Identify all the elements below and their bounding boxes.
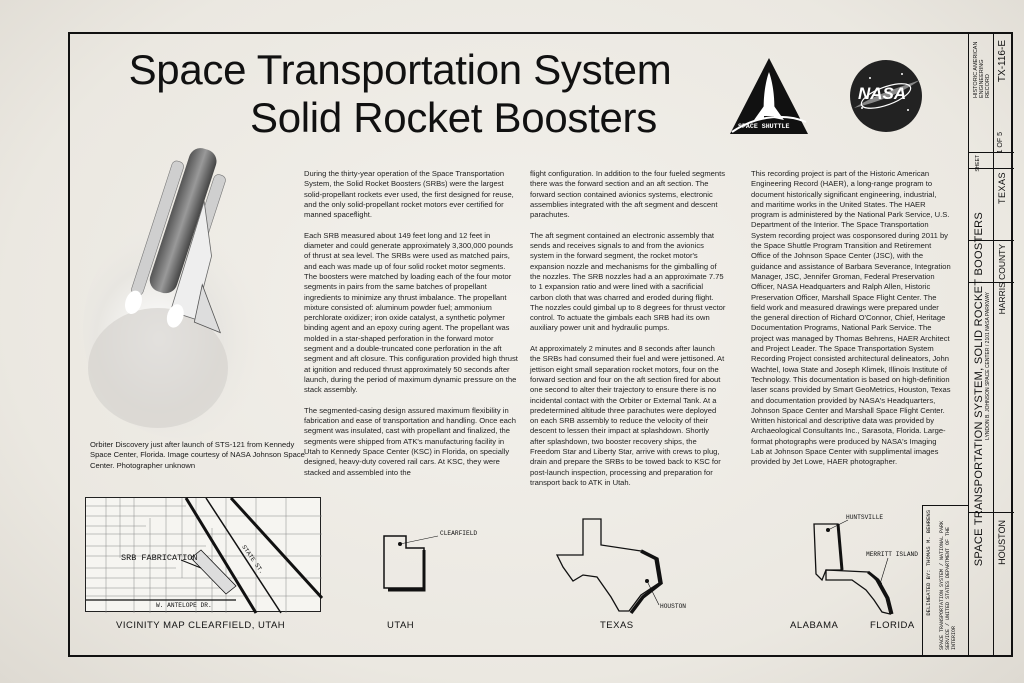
county-name: HARRIS COUNTY <box>997 244 1007 315</box>
street-label-antelope: W. ANTELOPE DR. <box>156 602 212 609</box>
alabama-label: ALABAMA <box>790 620 839 631</box>
title-line-2: Solid Rocket Boosters <box>250 94 657 141</box>
alabama-florida-map <box>808 518 898 618</box>
sheet-label: SHEET <box>975 155 981 172</box>
body-column-2: flight configuration. In addition to the four fueled segments there was the forward section and an aft section. The forward section contained avionics systems, electronic assemblies integrated with the aft segment and descent parachutes. The aft segment contained an electronic assembly that sends and receives signals to and from the avionics system in the forward segment, the rocket motor's expansion nozzle and mechanisms for the gimballing of the nozzles. The SRB nozzles had a an approximate 7.75 to 1 expansion ratio and were lined with a sacrificial carbon cloth that was charred and eroded during flight. The nozzles could gimbal up to 8 degrees for thrust vector control. To actuate the gimbals each SRB had its own auxiliary power unit and hydraulic pumps. At approximately 2 minutes and 8 seconds after launch the SRBs had consumed their fuel and were jettisoned. At jettison eight small separation rocket motors, four on the forward section and four on the aft section fired for about one second to alter their trajectory to ensure there is no incidental contact with the Orbiter or External Tank. At a predetermined altitude three parachutes were deployed on each SRB assembly to reduce the velocity of their descent to lessen their impact at splashdown. Shortly after splashdown, two booster recovery ships, the Freedom Star and Liberty Star, arrive with crews to plug, drain and prepare the SRBs to be towed back to KSC for post-launch inspection, processing and preparation for transport back to ATK in Utah. <box>530 169 726 487</box>
texas-label: TEXAS <box>600 620 634 631</box>
street-label-state: STATE ST. <box>240 543 266 576</box>
photo-caption: Orbiter Discovery just after launch of STS-121 from Kennedy Space Center, Florida. Image courtesy of NASA Johnson Space Center. Photographer unknown <box>90 440 305 470</box>
body-column-3: This recording project is part of the Historic American Engineering Record (HAER), a long-range program to document historically significant engineering, industrial, and maritime works in the United States. The HAER program is administered by the National Park Service, U.S. Department of the Interior. The Space Transportation System recording project was cosponsored during 2011 by the Space Shuttle Program Transition and Retirement Office of the Johnson Space Center (JSC), with the guidance and assistance of Barbara Severance, Integration Manager, JSC, Jennifer Groman, Federal Preservation Officer, NASA Headquarters and Ralph Allen, Historic Preservation Officer, Marshall Space Flight Center. The field work and measured drawings were prepared under the general direction of Richard O'Connor, Chief, Heritage Documentation Programs, National Park Service. The project was managed by Thomas Behrens, HAER Architect and Project Leader. The Space Transportation System Recording Project consisted architectural delineators, John Wachtel, Iowa State and Joseph Klimek, Illinois Institute of Technology. This documentation is based on high-definition laser scans provided by Smart GeoMetrics, Houston, Texas and documentation provided by NASA's Headquarters, Johnson Space Center and Marshall Space Flight Center. Written historical and descriptive data was provided by Archaeological Consultants Inc., Sarasota, Florida. Large-format photographs were produced by NASA's Imaging Lab at Johnson Space Center with supplimental images provided by Jet Lowe, HAER photographer. <box>751 169 951 467</box>
title-block-main: SPACE TRANSPORTATION SYSTEM, SOLID ROCKET BOOSTERS <box>973 212 985 567</box>
shuttle-logo-text: SPACE SHUTTLE <box>738 123 790 130</box>
state-name: TEXAS <box>997 172 1007 205</box>
body-column-1: During the thirty-year operation of the Space Transportation System, the Solid Rocket Boosters (SRBs) were the largest solid-propellant rockets ever used, the first designed for reuse, and the only solid-propellant rocket motors ever certified for manned spaceflight. Each SRB measured about 149 feet long and 12 feet in diameter and could generate approximately 3,300,000 pounds of thrust at sea level. The SRBs were used as matched pairs, and each was made up of four solid rocket motor segments. The boosters were matched by loading each of the four motor segments in pairs from the same batches of propellant ingredients to minimize any thrust imbalance. The propellant mixture consisted of: aluminum powder fuel; ammonium perchlorate oxidizer; iron oxide catalyst, a synthetic polymer binding agent and an epoxy curing agent. The propellant was molded in a star-shaped perforation in the forward motor segment and a double-truncated cone perforation in the aft segment and aft closure. This configuration provided high thrust at ignition and reduced thrust approximately 50 seconds after launch, during the period of maximum dynamic pressure on the stack assembly. The segmented-casing design assured maximum flexibility in fabrication and ease of transportation and handling. Once each segment was insulated, cast with propellant and finalized, the segments were shipped from ATK's manufacturing facility in Utah to Kennedy Space Center (KSC) in Florida, on specially designed, heavy-duty covered rail cars. At KSC, they were stacked and assembled into the <box>304 169 518 477</box>
merritt-island-label: MERRITT ISLAND <box>866 551 918 558</box>
city-name: HOUSTON <box>997 520 1007 565</box>
title-block <box>968 32 1013 657</box>
title-line-1: Space Transportation System <box>128 46 672 93</box>
agency-credit: SPACE TRANSPORTATION SYSTEM / NATIONAL PARK SERVICE / UNITED STATES DEPARTMENT OF THE INTERIOR <box>939 520 957 650</box>
haer-label: HISTORIC AMERICAN ENGINEERING RECORD <box>973 41 991 98</box>
vicinity-map-label: VICINITY MAP CLEARFIELD, UTAH <box>116 620 286 631</box>
vicinity-map <box>85 497 321 612</box>
sheet-number: 1 OF 5 <box>997 132 1004 154</box>
nasa-logo-text: NASA <box>858 84 907 103</box>
title-block-sub: LYNDON B. JOHNSON SPACE CENTER / 2101 NASA PARKWAY <box>985 292 991 440</box>
huntsville-label: HUNTSVILLE <box>846 514 884 521</box>
florida-label: FLORIDA <box>870 620 915 631</box>
delineation-block <box>922 505 968 657</box>
haer-number: TX-116-E <box>997 40 1008 83</box>
clearfield-label: CLEARFIELD <box>440 530 478 537</box>
shuttle-launch-photo <box>98 138 298 428</box>
utah-label: UTAH <box>387 620 415 631</box>
utah-callout <box>398 532 444 552</box>
srb-fabrication-label: SRB FABRICATION <box>121 553 198 563</box>
delineated-by: DELINEATED BY: THOMAS M. BEHRENS <box>925 510 932 616</box>
houston-label: HOUSTON <box>660 603 686 610</box>
page-title <box>100 46 700 142</box>
texas-map <box>555 515 665 615</box>
